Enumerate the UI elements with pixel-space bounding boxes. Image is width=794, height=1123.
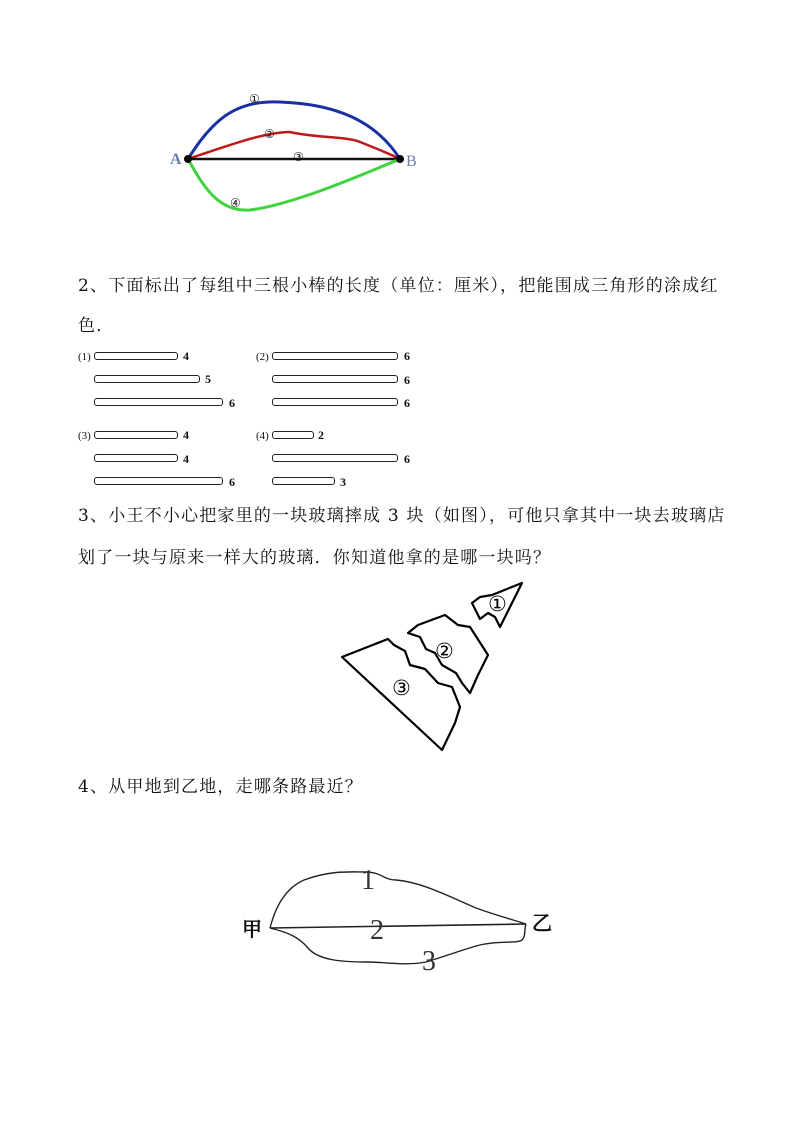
point-a-dot [184, 155, 192, 163]
stick [94, 398, 223, 406]
group-4-label: (4) [256, 430, 269, 442]
point-b-dot [396, 155, 404, 163]
stick-length: 6 [404, 452, 410, 466]
stick [94, 454, 178, 462]
stick-length: 6 [229, 475, 235, 489]
stick [272, 477, 335, 485]
stick-length: 5 [205, 372, 211, 386]
route-1-label: ① [249, 92, 260, 106]
routes-figure [160, 80, 440, 220]
road-3-path [270, 924, 526, 964]
route-4-label: ④ [230, 196, 241, 210]
stick [272, 398, 398, 406]
group-1-label: (1) [78, 351, 91, 363]
stick-length: 4 [183, 428, 189, 442]
group-2-label: (2) [256, 351, 269, 363]
stick [272, 375, 398, 383]
broken-glass-figure [330, 575, 535, 760]
stick-length: 6 [404, 349, 410, 363]
glass-piece-2-label: ② [435, 639, 454, 663]
stick [94, 477, 223, 485]
route-3-label: ③ [293, 150, 304, 164]
glass-piece-3-label: ③ [392, 676, 411, 700]
road-1-label: 1 [361, 865, 375, 896]
road-2-label: 2 [370, 915, 384, 946]
stick [272, 454, 398, 462]
stick-length: 4 [183, 452, 189, 466]
route-4-curve [188, 159, 400, 210]
stick-length: 6 [229, 396, 235, 410]
glass-piece-1-label: ① [488, 592, 507, 616]
group-3-label: (3) [78, 430, 91, 442]
stick [94, 375, 200, 383]
stick [94, 431, 178, 439]
start-place-label: 甲 [242, 917, 262, 941]
stick-length: 6 [404, 373, 410, 387]
point-b-label: B [406, 153, 417, 170]
question-3-text: 3、小王不小心把家里的一块玻璃摔成 3 块（如图），可他只拿其中一块去玻璃店划了一块与原来一样大的玻璃．你知道他拿的是哪一块吗？ [78, 506, 726, 568]
stick-length: 4 [183, 349, 189, 363]
roads-figure [236, 850, 566, 980]
question-4-text: 4、从甲地到乙地，走哪条路最近？ [78, 777, 364, 797]
stick [272, 352, 398, 360]
stick [94, 352, 178, 360]
stick-length: 6 [404, 396, 410, 410]
stick-length: 2 [318, 428, 324, 442]
question-2-text: 2、下面标出了每组中三根小棒的长度（单位：厘米），把能围成三角形的涂成红色． [78, 276, 719, 336]
end-place-label: 乙 [532, 911, 552, 935]
point-a-label: A [170, 151, 182, 168]
stick-length: 3 [340, 475, 346, 489]
road-3-label: 3 [422, 946, 436, 977]
road-2-path [270, 924, 526, 928]
road-1-path [270, 872, 526, 928]
stick [272, 431, 314, 439]
route-2-label: ② [264, 127, 275, 141]
